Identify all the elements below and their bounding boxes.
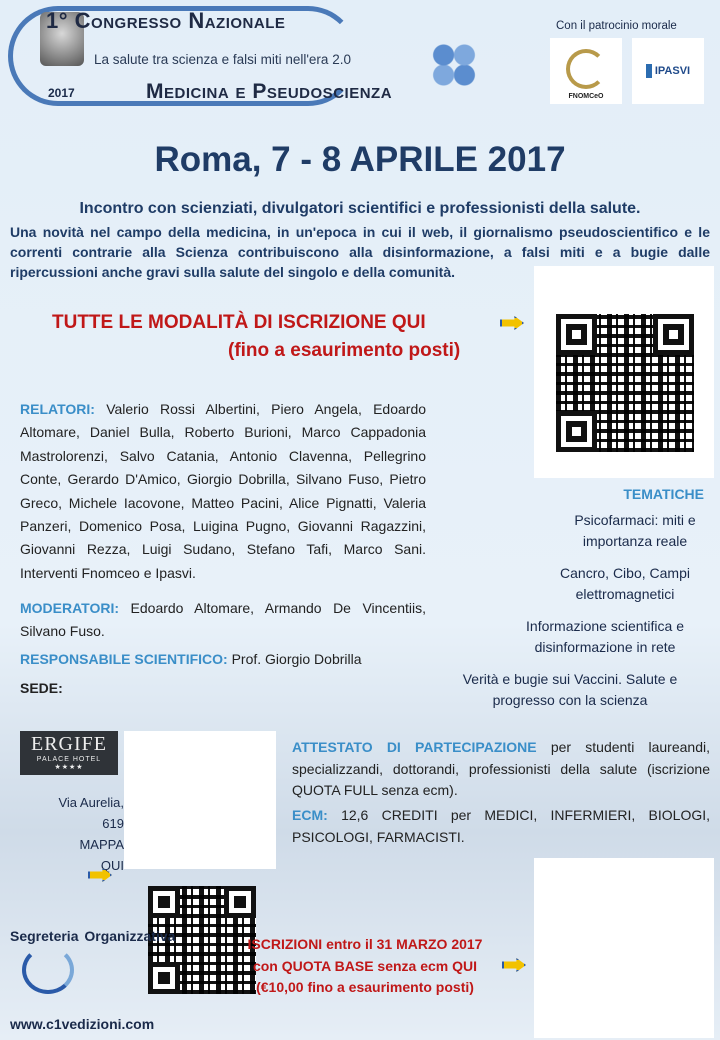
base-registration-link[interactable]: ISCRIZIONI entro il 31 MARZO 2017 con QUOTA BASE senza ecm QUI (€10,00 fino a esaurimento posti) [247,936,483,995]
qr-map-panel [124,731,276,869]
scientific-lead-name: Prof. Giorgio Dobrilla [231,651,362,667]
moderators-names: Edoardo Altomare, Armando De Vincentiis, Silvano Fuso. [20,600,426,640]
ipasvi-logo [632,38,704,104]
fnomceo-emblem-icon [566,49,606,89]
event-date-title: Roma, 7 - 8 APRILE 2017 [154,140,566,179]
themes-label: TEMATICHE [623,486,704,502]
moderators-paragraph [20,597,426,644]
attendance-certificate-label: ATTESTATO DI PARTECIPAZIONE [292,739,537,755]
qr-finder-icon [556,314,597,355]
header-year: 2017 [48,86,75,100]
registration-link[interactable]: TUTTE LE MODALITÀ DI ISCRIZIONE QUI [52,312,426,333]
theme-item: Psicofarmaci: miti e importanza reale [574,512,696,549]
intro-paragraph: Una novità nel campo della medicina, in un'epoca in cui il web, il giornalismo pseudoscientifico e le correnti contrarie alla Scienza contribuiscono alla disinformazione, a falsi miti e a bugie dalle ripercussioni anche gravi sulla salute del singolo e della comunità. [10,224,710,280]
venue-address [14,792,124,876]
hotel-subtitle: PALACE HOTEL [36,756,102,763]
qr-finder-icon [148,962,180,994]
ipasvi-logo-text: IPASVI [654,65,691,77]
map-link[interactable]: MAPPA QUI [79,837,124,873]
speakers-names: Valerio Rossi Albertini, Piero Angela, Edoardo Altomare, Daniel Bulla, Roberto Burioni, Marco Cappadonia Mastrolorenzi, Salvo Catania, Antonio Clavenna, Pellegrino Conte, Gerardo D'Amico, Giorgio Dobrilla, Silvano Fuso, Pietro Greco, Michele Iacovone, Matteo Pacini, Alice Pignatti, Valeria Panzeri, Domenico Posa, Luigina Pugno, Giovanni Ragazzini, Giovanni Rezza, Luigi Sudano, Stefano Tafi, Marco Sani. Interventi Fnomceo e Ipasvi. [20,401,427,581]
attendance-certificate-text: per studenti laureandi, specializzandi, dottorandi, professionisti della salute (iscrizione QUOTA FULL senza ecm). [292,739,710,798]
organizing-secretariat-label: Segreteria Organizzativa [10,928,176,944]
hotel-stars: ★★★★ [54,764,84,771]
attendance-certificate-info [292,737,710,802]
theme-item: Cancro, Cibo, Campi elettromagnetici [560,565,690,602]
patronage-label: Con il patrocinio morale [556,20,677,32]
qr-finder-icon [653,314,694,355]
moderators-label: MODERATORI: [20,600,120,616]
qr-code-registration[interactable] [556,314,694,452]
c1v-edizioni-logo-icon [22,946,74,994]
ergife-hotel-logo [20,731,118,775]
scientific-lead-label: RESPONSABILE SCIENTIFICO: [20,651,228,667]
venue-label: SEDE: [20,680,63,696]
fnomceo-logo-text: FNOMCeO [568,93,604,100]
ecm-credits-info [292,805,710,848]
fnomceo-logo [550,38,622,104]
qr-finder-icon [556,411,597,452]
speakers-label: RELATORI: [20,401,95,417]
theme-item: Verità e bugie sui Vaccini. Salute e progresso con la scienza [462,671,678,708]
themes-heading [440,486,710,502]
congress-title-line2: Medicina e Pseudoscienza [146,80,393,103]
qr-finder-icon [148,886,180,918]
theme-item: Informazione scientifica e disinformazione in rete [526,618,684,655]
ipasvi-emblem-icon [646,64,652,78]
hotel-name: ERGIFE [31,733,107,755]
address-number: 619 [102,816,124,831]
address-line: Via Aurelia, [58,795,124,810]
speakers-paragraph [20,398,426,585]
ecm-label: ECM: [292,807,328,823]
scientific-lead [20,651,362,667]
registration-note: (fino a esaurimento posti) [228,340,461,361]
website-link[interactable]: www.c1vedizioni.com [10,1016,155,1032]
qr-finder-icon [224,886,256,918]
congress-subtitle: La salute tra scienza e falsi miti nell'era 2.0 [94,52,351,67]
congress-title-line1: 1° Congresso Nazionale [46,8,286,33]
qr-base-registration-panel [534,858,714,1038]
arrow-right-icon [500,316,524,330]
puzzle-logo-icon [428,40,480,90]
ecm-text: 12,6 CREDITI per MEDICI, INFERMIERI, BIOLOGI, PSICOLOGI, FARMACISTI. [292,807,711,845]
intro-lead: Incontro con scienziati, divulgatori scientifici e professionisti della salute. [79,200,641,217]
